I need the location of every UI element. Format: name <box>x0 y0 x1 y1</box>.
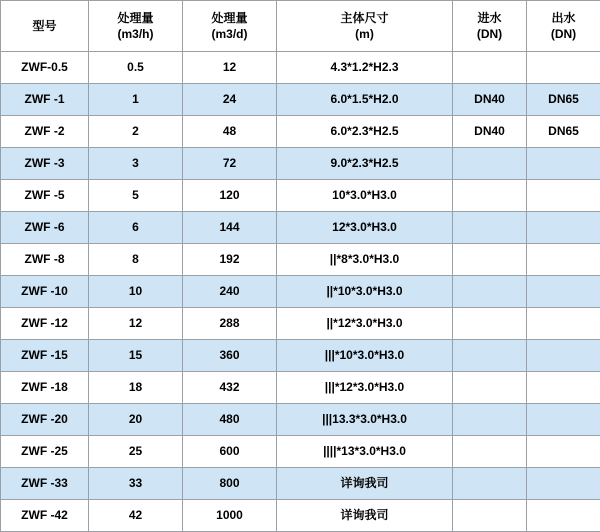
header-cell-model <box>1 1 89 52</box>
cell-flow-hourly: 5 <box>89 180 183 212</box>
cell-model: ZWF -42 <box>1 500 89 532</box>
cell-flow-daily: 432 <box>183 372 277 404</box>
header-flow-hourly-line2: (m3/h) <box>89 26 182 42</box>
cell-inlet: DN40 <box>453 116 527 148</box>
cell-outlet <box>527 276 600 308</box>
cell-flow-daily: 800 <box>183 468 277 500</box>
cell-model: ZWF -12 <box>1 308 89 340</box>
header-cell-flow-hourly <box>89 1 183 52</box>
table-row <box>1 276 600 308</box>
cell-flow-hourly: 18 <box>89 372 183 404</box>
cell-model: ZWF -18 <box>1 372 89 404</box>
cell-flow-hourly: 12 <box>89 308 183 340</box>
cell-dimensions: ||*8*3.0*H3.0 <box>277 244 453 276</box>
cell-outlet <box>527 180 600 212</box>
table-row <box>1 180 600 212</box>
cell-dimensions: |||*10*3.0*H3.0 <box>277 340 453 372</box>
cell-inlet <box>453 500 527 532</box>
cell-outlet <box>527 436 600 468</box>
header-cell-outlet <box>527 1 600 52</box>
table-row <box>1 436 600 468</box>
table-body <box>1 52 600 532</box>
cell-flow-hourly: 8 <box>89 244 183 276</box>
cell-flow-daily: 1000 <box>183 500 277 532</box>
cell-inlet <box>453 244 527 276</box>
cell-dimensions: ||||*13*3.0*H3.0 <box>277 436 453 468</box>
cell-outlet <box>527 244 600 276</box>
header-inlet-line1: 进水 <box>453 10 526 26</box>
cell-inlet <box>453 372 527 404</box>
table-row <box>1 244 600 276</box>
cell-flow-hourly: 6 <box>89 212 183 244</box>
cell-flow-daily: 288 <box>183 308 277 340</box>
table-row <box>1 212 600 244</box>
cell-outlet <box>527 148 600 180</box>
header-cell-inlet <box>453 1 527 52</box>
cell-inlet: DN40 <box>453 84 527 116</box>
cell-dimensions: 10*3.0*H3.0 <box>277 180 453 212</box>
cell-flow-daily: 360 <box>183 340 277 372</box>
table-row <box>1 500 600 532</box>
cell-outlet: DN65 <box>527 84 600 116</box>
table-row <box>1 116 600 148</box>
header-flow-daily-line2: (m3/d) <box>183 26 276 42</box>
header-flow-hourly-line1: 处理量 <box>89 10 182 26</box>
cell-inlet <box>453 308 527 340</box>
table-row <box>1 340 600 372</box>
cell-flow-daily: 72 <box>183 148 277 180</box>
header-dimensions-line1: 主体尺寸 <box>277 10 452 26</box>
table-row <box>1 148 600 180</box>
header-outlet-line2: (DN) <box>527 26 600 42</box>
cell-dimensions: 4.3*1.2*H2.3 <box>277 52 453 84</box>
table-row <box>1 372 600 404</box>
cell-outlet <box>527 308 600 340</box>
cell-inlet <box>453 148 527 180</box>
cell-flow-hourly: 2 <box>89 116 183 148</box>
cell-outlet <box>527 340 600 372</box>
table-row <box>1 308 600 340</box>
cell-model: ZWF -33 <box>1 468 89 500</box>
header-cell-flow-daily <box>183 1 277 52</box>
cell-model: ZWF -1 <box>1 84 89 116</box>
cell-dimensions: 详询我司 <box>277 468 453 500</box>
header-cell-dimensions <box>277 1 453 52</box>
cell-flow-daily: 48 <box>183 116 277 148</box>
cell-flow-hourly: 33 <box>89 468 183 500</box>
cell-flow-daily: 480 <box>183 404 277 436</box>
cell-flow-hourly: 42 <box>89 500 183 532</box>
cell-flow-daily: 12 <box>183 52 277 84</box>
header-inlet-line2: (DN) <box>453 26 526 42</box>
header-outlet-line1: 出水 <box>527 10 600 26</box>
cell-model: ZWF -20 <box>1 404 89 436</box>
cell-inlet <box>453 212 527 244</box>
cell-flow-daily: 144 <box>183 212 277 244</box>
cell-outlet <box>527 468 600 500</box>
cell-dimensions: |||13.3*3.0*H3.0 <box>277 404 453 436</box>
cell-dimensions: |||*12*3.0*H3.0 <box>277 372 453 404</box>
cell-model: ZWF-0.5 <box>1 52 89 84</box>
cell-outlet: DN65 <box>527 116 600 148</box>
cell-outlet <box>527 404 600 436</box>
cell-model: ZWF -2 <box>1 116 89 148</box>
cell-flow-hourly: 0.5 <box>89 52 183 84</box>
cell-dimensions: 详询我司 <box>277 500 453 532</box>
cell-model: ZWF -10 <box>1 276 89 308</box>
table-row <box>1 84 600 116</box>
table-header <box>1 1 600 52</box>
table-row <box>1 468 600 500</box>
header-model-line1: 型号 <box>1 18 88 34</box>
cell-flow-daily: 240 <box>183 276 277 308</box>
cell-inlet <box>453 276 527 308</box>
cell-inlet <box>453 340 527 372</box>
cell-model: ZWF -3 <box>1 148 89 180</box>
cell-flow-hourly: 3 <box>89 148 183 180</box>
cell-model: ZWF -5 <box>1 180 89 212</box>
cell-flow-daily: 600 <box>183 436 277 468</box>
cell-outlet <box>527 212 600 244</box>
cell-flow-daily: 192 <box>183 244 277 276</box>
cell-dimensions: ||*10*3.0*H3.0 <box>277 276 453 308</box>
cell-flow-daily: 24 <box>183 84 277 116</box>
cell-flow-hourly: 15 <box>89 340 183 372</box>
header-row <box>1 1 600 52</box>
cell-model: ZWF -25 <box>1 436 89 468</box>
cell-flow-hourly: 10 <box>89 276 183 308</box>
cell-inlet <box>453 404 527 436</box>
cell-model: ZWF -15 <box>1 340 89 372</box>
header-dimensions-line2: (m) <box>277 26 452 42</box>
cell-inlet <box>453 468 527 500</box>
cell-dimensions: 6.0*2.3*H2.5 <box>277 116 453 148</box>
cell-dimensions: 12*3.0*H3.0 <box>277 212 453 244</box>
cell-outlet <box>527 500 600 532</box>
cell-model: ZWF -8 <box>1 244 89 276</box>
cell-dimensions: ||*12*3.0*H3.0 <box>277 308 453 340</box>
cell-flow-hourly: 20 <box>89 404 183 436</box>
cell-dimensions: 6.0*1.5*H2.0 <box>277 84 453 116</box>
header-flow-daily-line1: 处理量 <box>183 10 276 26</box>
cell-outlet <box>527 52 600 84</box>
cell-flow-daily: 120 <box>183 180 277 212</box>
cell-dimensions: 9.0*2.3*H2.5 <box>277 148 453 180</box>
cell-inlet <box>453 52 527 84</box>
table-row <box>1 404 600 436</box>
cell-inlet <box>453 436 527 468</box>
cell-flow-hourly: 1 <box>89 84 183 116</box>
table-row <box>1 52 600 84</box>
cell-outlet <box>527 372 600 404</box>
cell-model: ZWF -6 <box>1 212 89 244</box>
cell-inlet <box>453 180 527 212</box>
cell-flow-hourly: 25 <box>89 436 183 468</box>
